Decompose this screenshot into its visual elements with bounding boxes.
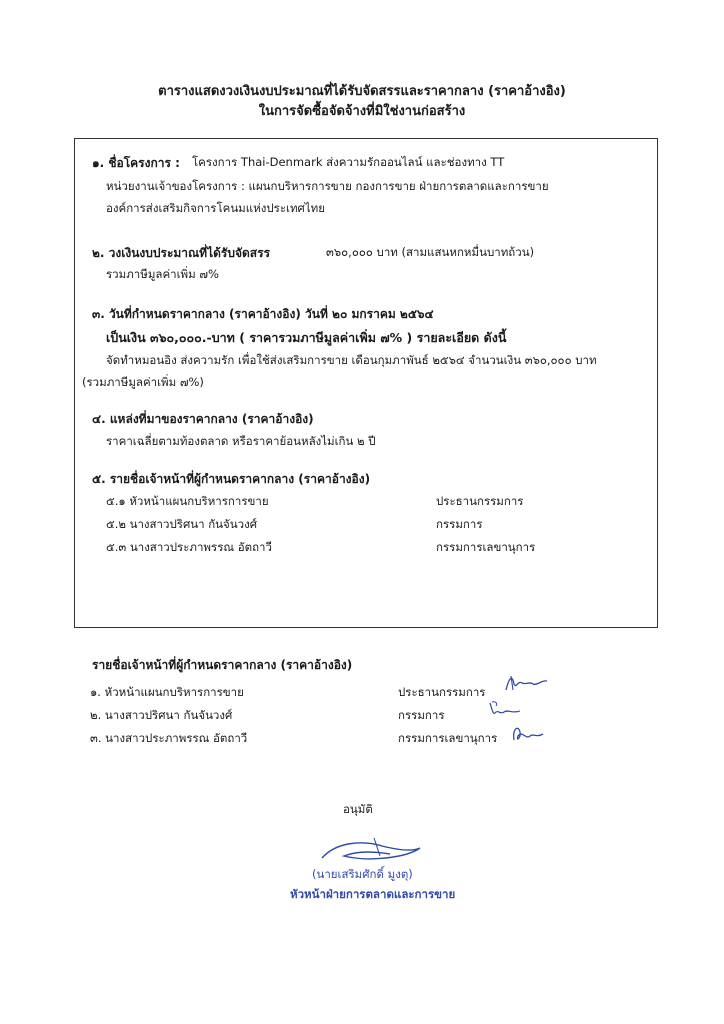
section5-member-name: ๕.๒ นางสาวปริศนา กันจันวงศ์ xyxy=(106,517,258,531)
signature-member-name: ๓. นางสาวประภาพรรณ อัตถาวี xyxy=(90,731,248,745)
section3-price: เป็นเงิน ๓๖๐,๐๐๐.-บาท ( ราคารวมภาษีมูลค่าเพิ่ม ๗% ) รายละเอียด ดังนี้ xyxy=(106,330,507,345)
section4-detail: ราคาเฉลี่ยตามท้องตลาด หรือราคาย้อนหลังไม่เกิน ๒ ปี xyxy=(106,434,376,448)
section5-heading: ๕. รายชื่อเจ้าหน้าที่ผู้กำหนดราคากลาง (ราคาอ้างอิง) xyxy=(92,472,371,486)
section3-detail: จัดทำหมอนอิง ส่งความรัก เพื่อใช้ส่งเสริมการขาย เดือนกุมภาพันธ์ ๒๕๖๔ จำนวนเงิน ๓๖๐,๐๐๐ บาท xyxy=(106,353,597,367)
section2-vat: รวมภาษีมูลค่าเพิ่ม ๗% xyxy=(106,267,219,281)
section3-heading: ๓. วันที่กำหนดราคากลาง (ราคาอ้างอิง) วันที่ ๒๐ มกราคม ๒๕๖๔ xyxy=(92,307,434,321)
section3-detail-vat: (รวมภาษีมูลค่าเพิ่ม ๗%) xyxy=(82,375,204,389)
approver-signature xyxy=(316,832,426,868)
section2-amount: ๓๖๐,๐๐๐ บาท (สามแสนหกหมื่นบาทถ้วน) xyxy=(326,245,535,259)
section5-member-name: ๕.๓ นางสาวประภาพรรณ อัตถาวี xyxy=(106,540,272,554)
document-title: ตารางแสดงวงเงินงบประมาณที่ได้รับจัดสรรและราคากลาง (ราคาอ้างอิง) xyxy=(158,84,566,99)
document-subtitle: ในการจัดซื้อจัดจ้างที่มิใช่งานก่อสร้าง xyxy=(258,104,466,119)
section4-heading: ๔. แหล่งที่มาของราคากลาง (ราคาอ้างอิง) xyxy=(92,412,314,426)
section5-member-name: ๕.๑ หัวหน้าแผนกบริหารการขาย xyxy=(106,494,269,508)
section1-project: โครงการ Thai-Denmark ส่งความรักออนไลน์ และช่องทาง TT xyxy=(192,155,505,169)
section5-member-role: กรรมการ xyxy=(436,517,483,531)
approval-label: อนุมัติ xyxy=(343,802,373,816)
signature-member-name: ๑. หัวหน้าแผนกบริหารการขาย xyxy=(90,685,244,699)
signature-member-role: กรรมการเลขานุการ xyxy=(398,731,498,745)
handwritten-signature-3 xyxy=(508,722,548,746)
section1-owner: หน่วยงานเจ้าของโครงการ : แผนกบริหารการขาย กองการขาย ฝ่ายการตลาดและการขาย xyxy=(106,179,549,193)
section1-heading: ๑. ชื่อโครงการ : xyxy=(92,156,180,170)
section5-member-role: ประธานกรรมการ xyxy=(436,494,524,508)
signature-member-role: กรรมการ xyxy=(398,708,445,722)
section5-member-role: กรรมการเลขานุการ xyxy=(436,540,536,554)
signature-member-role: ประธานกรรมการ xyxy=(398,685,486,699)
section1-org: องค์การส่งเสริมกิจการโคนมแห่งประเทศไทย xyxy=(106,201,325,215)
approver-name: (นายเสริมศักดิ์ มูงตุ) xyxy=(312,867,413,881)
signature-member-name: ๒. นางสาวปริศนา กันจันวงศ์ xyxy=(90,708,233,722)
signatures-heading: รายชื่อเจ้าหน้าที่ผู้กำหนดราคากลาง (ราคาอ้างอิง) xyxy=(92,658,353,672)
handwritten-signature-2 xyxy=(486,699,526,721)
section2-heading: ๒. วงเงินงบประมาณที่ได้รับจัดสรร xyxy=(92,246,271,260)
approver-title: หัวหน้าฝ่ายการตลาดและการขาย xyxy=(290,887,456,901)
handwritten-signature-1 xyxy=(503,672,551,694)
